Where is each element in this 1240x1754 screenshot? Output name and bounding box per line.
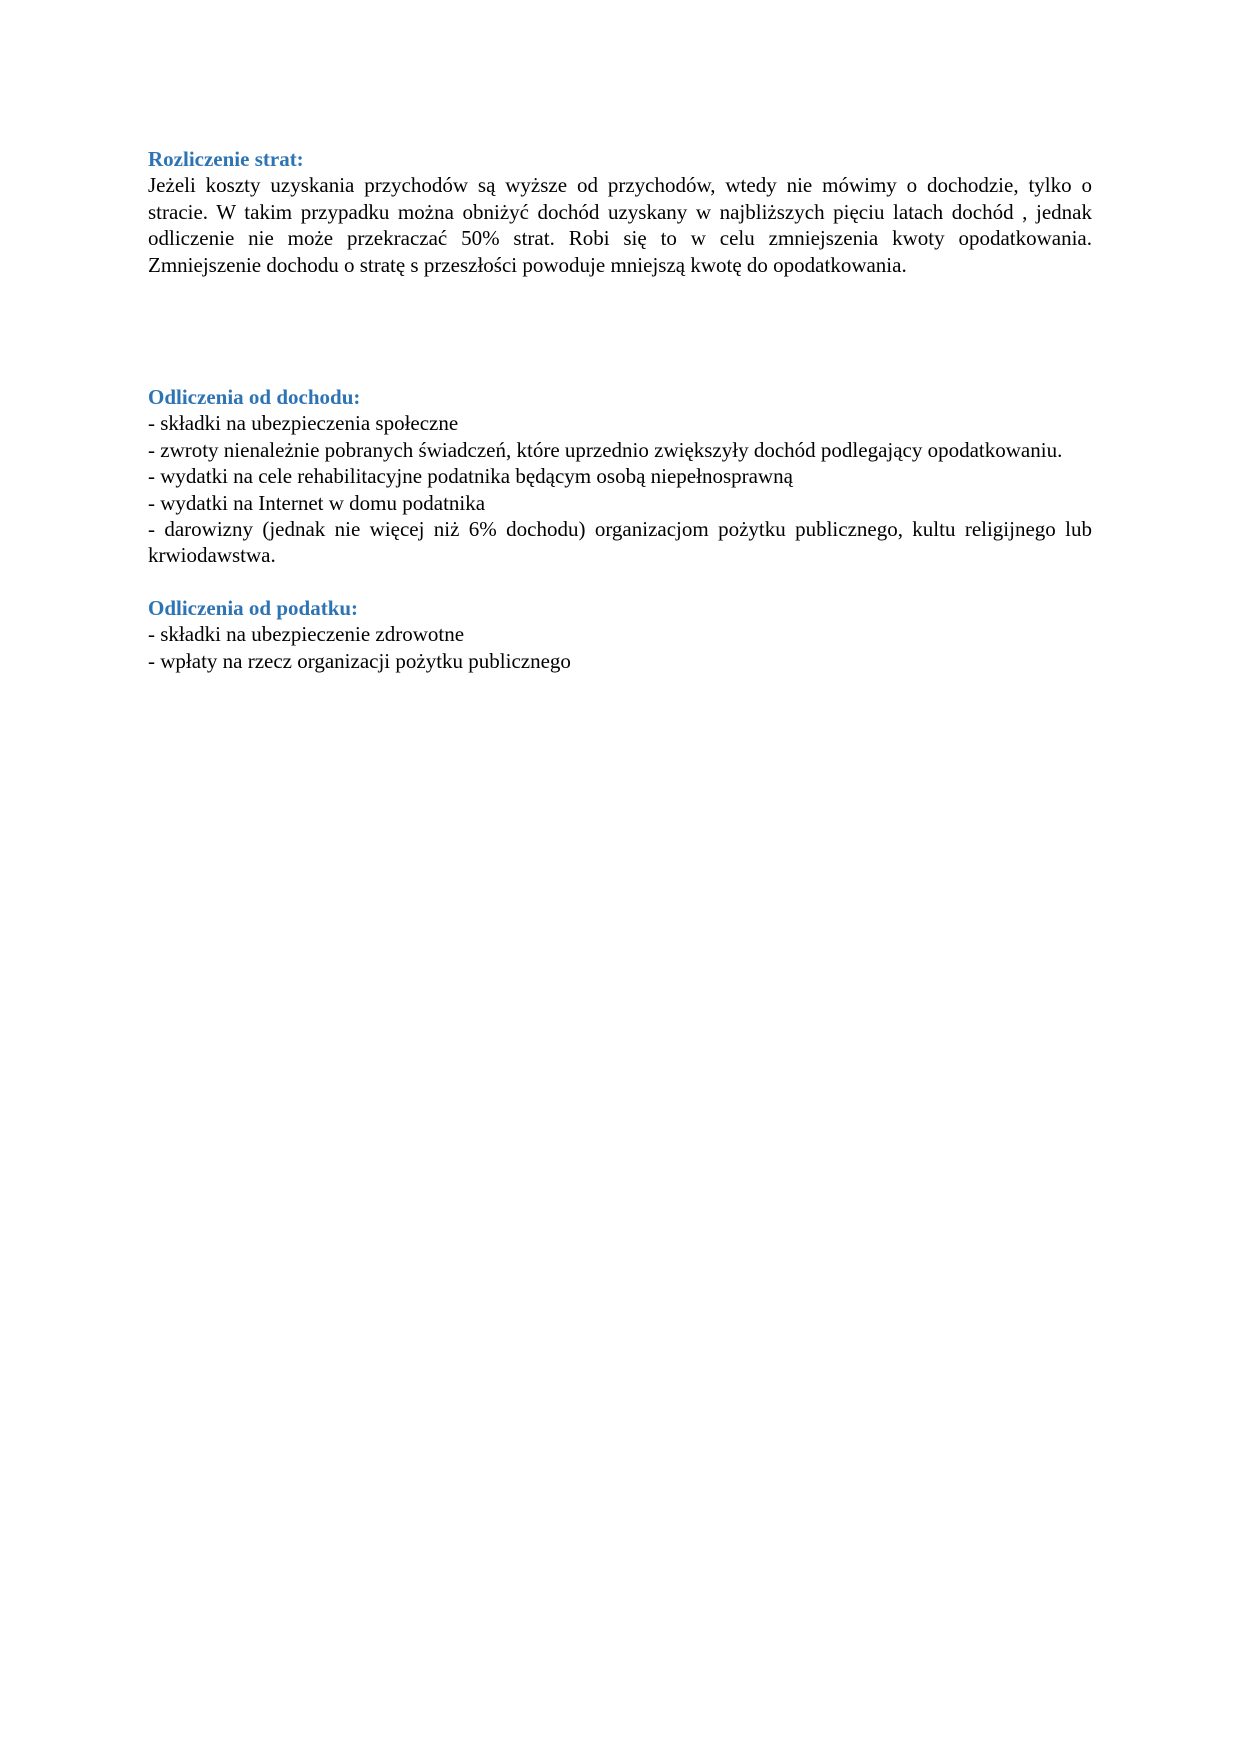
section-heading: Rozliczenie strat: [148,147,304,171]
deduction-list [148,410,1092,568]
deduction-list [148,621,1092,674]
list-item: - zwroty nienależnie pobranych świadczeń, które uprzednio zwiększyły dochód podlegający opodatkowaniu. [148,437,1063,462]
list-item: - składki na ubezpieczenia społeczne [148,411,459,436]
list-item: - wydatki na cele rehabilitacyjne podatnika będącym osobą niepełnosprawną [148,464,793,489]
section-heading: Odliczenia od dochodu: [148,385,361,410]
list-item: - darowizny (jednak nie więcej niż 6% dochodu) organizacjom pożytku publicznego, kultu religijnego lub krwiodawstwa. [148,517,1092,568]
section-loss-settlement [148,146,1092,278]
section-income-deductions [148,384,1092,569]
spacer [148,278,1092,384]
section-tax-deductions [148,595,1092,674]
spacer [148,569,1092,595]
list-item: - wydatki na Internet w domu podatnika [148,490,486,515]
section-heading: Odliczenia od podatku: [148,595,359,620]
section-paragraph: Jeżeli koszty uzyskania przychodów są wyższe od przychodów, wtedy nie mówimy o dochodzie, tylko o stracie. W takim przypadku można obniżyć dochód uzyskany w najbliższych pięciu latach dochód , jednak odliczenie nie może przekraczać 50% strat. Robi się to w celu zmniejszenia kwoty opodatkowania. Zmniejszenie dochodu o stratę s przeszłości powoduje mniejszą kwotę do opodatkowania. [148,173,1092,277]
list-item: - wpłaty na rzecz organizacji pożytku publicznego [148,648,571,673]
document-page [148,146,1092,674]
list-item: - składki na ubezpieczenie zdrowotne [148,622,465,647]
